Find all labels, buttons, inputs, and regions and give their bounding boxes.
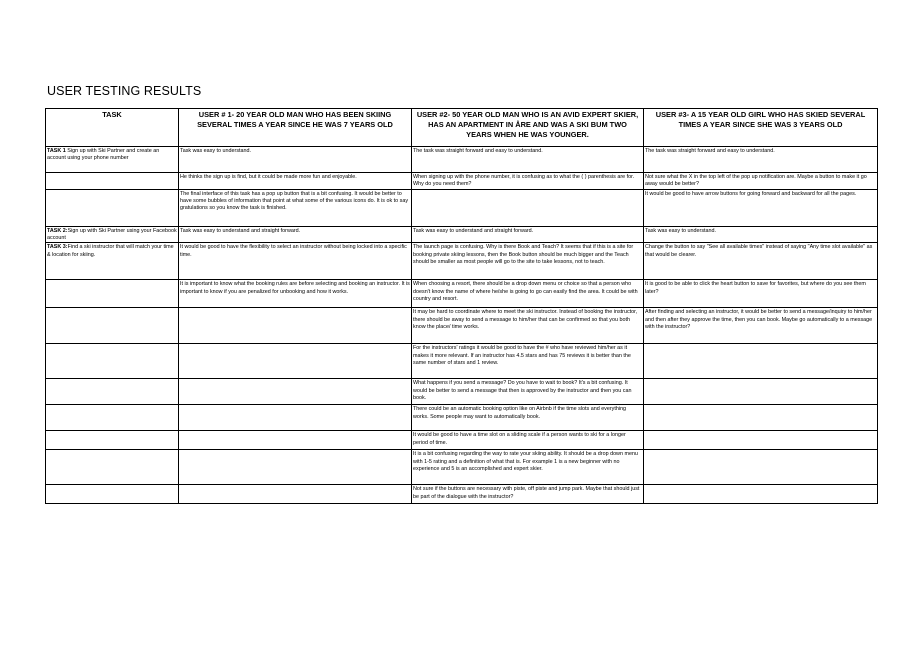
table-row	[46, 344, 878, 379]
table-row	[46, 450, 878, 485]
user-3-cell: The task was straight forward and easy to understand.	[644, 147, 878, 173]
user-3-cell: It would be good to have arrow buttons for going forward and backward for all the pages.	[644, 190, 878, 227]
table-row	[46, 280, 878, 308]
table-row	[46, 147, 878, 173]
user-2-cell	[412, 190, 644, 227]
table-row	[46, 227, 878, 243]
user-1-cell	[179, 431, 412, 450]
user-1-cell	[179, 379, 412, 405]
user-3-cell	[644, 431, 878, 450]
task-cell	[46, 190, 179, 227]
user-2-cell: When choosing a resort, there should be a drop down menu or choice so that a person who doesn't know the name of where he/she is going to go can easily find the area. It could be with country and resort.	[412, 280, 644, 308]
task-text: Sign up with Ski Partner using your Facebook account	[47, 228, 177, 242]
task-label: TASK 2:	[47, 228, 68, 234]
task-cell	[46, 431, 179, 450]
task-cell	[46, 280, 179, 308]
user-3-cell	[644, 450, 878, 485]
table-row	[46, 190, 878, 227]
task-cell	[46, 379, 179, 405]
header-user-2: USER #2- 50 YEAR OLD MAN WHO IS AN AVID EXPERT SKIER, HAS AN APARTMENT IN ÅRE AND WAS A SKI BUM TWO YEARS WHEN HE WAS YOUNGER.	[412, 109, 644, 147]
user-3-cell: It is good to be able to click the heart button to save for favorites, but where do you see them later?	[644, 280, 878, 308]
task-text: Find a ski instructor that will match your time & location for skiing.	[47, 244, 174, 258]
header-user-3: USER #3- A 15 YEAR OLD GIRL WHO HAS SKIED SEVERAL TIMES A YEAR SINCE SHE WAS 3 YEARS OLD	[644, 109, 878, 147]
user-1-cell	[179, 450, 412, 485]
user-1-cell: He thinks the sign up is find, but it could be made more fun and enjoyable.	[179, 173, 412, 190]
user-1-cell	[179, 405, 412, 431]
user-1-cell	[179, 485, 412, 504]
user-1-cell	[179, 308, 412, 344]
user-3-cell	[644, 405, 878, 431]
user-2-cell: The task was straight forward and easy to understand.	[412, 147, 644, 173]
task-cell	[46, 308, 179, 344]
task-cell	[46, 485, 179, 504]
user-3-cell	[644, 485, 878, 504]
task-cell	[46, 227, 179, 243]
user-1-cell: It would be good to have the flexibility to select an instructor without being locked into a specific time.	[179, 243, 412, 280]
user-2-cell: There could be an automatic booking option like on Airbnb if the time slots and everything works. Some people may want to automatically book.	[412, 405, 644, 431]
task-label: TASK 3:	[47, 244, 68, 251]
user-2-cell: The launch page is confusing. Why is there Book and Teach? It seems that if this is a site for booking private skiing lessons, then the Book button should be much bigger and the Teach should be smaller as most people will go to the site to take lessons, not to teach.	[412, 243, 644, 280]
user-3-cell: Change the button to say "See all available times" instead of saying "Any time slot available" as that would be clearer.	[644, 243, 878, 280]
task-label: TASK 1	[47, 148, 66, 154]
user-3-cell	[644, 344, 878, 379]
user-1-cell	[179, 344, 412, 379]
header-user-1: USER # 1- 20 YEAR OLD MAN WHO HAS BEEN SKIING SEVERAL TIMES A YEAR SINCE HE WAS 7 YEARS OLD	[179, 109, 412, 147]
user-2-cell: Not sure if the buttons are necessary with piste, off piste and jump park. Maybe that should just be part of the dialogue with the instructor?	[412, 485, 644, 504]
task-cell	[46, 243, 179, 280]
user-2-cell: It may be hard to coordinate where to meet the ski instructor. Instead of booking the instructor, there should be away to send a message to him/her that can be confirmed so that you both know the place/ time works.	[412, 308, 644, 344]
user-1-cell: The final interface of this task has a pop up button that is a bit confusing. It would be better to have some bubbles of information that point at what some of the various icons do. It is ok to say gratulations so you know the task is finished.	[179, 190, 412, 227]
table-row	[46, 431, 878, 450]
table-row	[46, 243, 878, 280]
user-2-cell: It is a bit confusing regarding the way to rate your skiing ability. It should be a drop down menu with 1-5 rating and a definition of what that is. For example 1 is a new beginner with no experience and 5 is an accomplished and expert skier.	[412, 450, 644, 485]
header-row	[46, 109, 878, 147]
user-2-cell: When signing up with the phone number, it is confusing as to what the ( ) parenthesis are for. Why do you need them?	[412, 173, 644, 190]
user-1-cell: It is important to know what the booking rules are before selecting and booking an instructor. It is important to know if you are penalized for unbooking and how it works.	[179, 280, 412, 308]
table-row	[46, 308, 878, 344]
header-task: TASK	[46, 109, 179, 147]
table-row	[46, 173, 878, 190]
task-cell	[46, 173, 179, 190]
user-3-cell: Task was easy to understand.	[644, 227, 878, 243]
task-text: Sign up with Ski Partner and create an account using your phone number	[47, 148, 160, 162]
results-table	[45, 108, 878, 504]
task-cell	[46, 344, 179, 379]
user-3-cell: After finding and selecting an instructor, it would be better to send a message/inquiry to him/her and then after they approve the time, then you can book. Maybe go automatically to a message with the instructor?	[644, 308, 878, 344]
user-1-cell: Task was easy to understand and straight forward.	[179, 227, 412, 243]
task-cell	[46, 450, 179, 485]
user-2-cell: What happens if you send a message? Do you have to wait to book? It's a bit confusing. It would be better to send a message that then is approved by the instructor and then you can book.	[412, 379, 644, 405]
user-3-cell	[644, 379, 878, 405]
user-2-cell: For the instructors' ratings it would be good to have the # who have reviewed him/her as it makes it more relevant. If an instructor has 4.5 stars and has 75 reviews it is better than the same number of stars and 1 review.	[412, 344, 644, 379]
user-3-cell: Not sure what the X in the top left of the pop up notification are. Maybe a button to make it go away would be better?	[644, 173, 878, 190]
table-row	[46, 405, 878, 431]
user-2-cell: It would be good to have a time slot on a sliding scale if a person wants to ski for a longer period of time.	[412, 431, 644, 450]
user-2-cell: Task was easy to understand and straight forward.	[412, 227, 644, 243]
task-cell	[46, 147, 179, 173]
table-row	[46, 485, 878, 504]
table-row	[46, 379, 878, 405]
page-title: USER TESTING RESULTS	[47, 84, 202, 98]
user-1-cell: Task was easy to understand.	[179, 147, 412, 173]
task-cell	[46, 405, 179, 431]
